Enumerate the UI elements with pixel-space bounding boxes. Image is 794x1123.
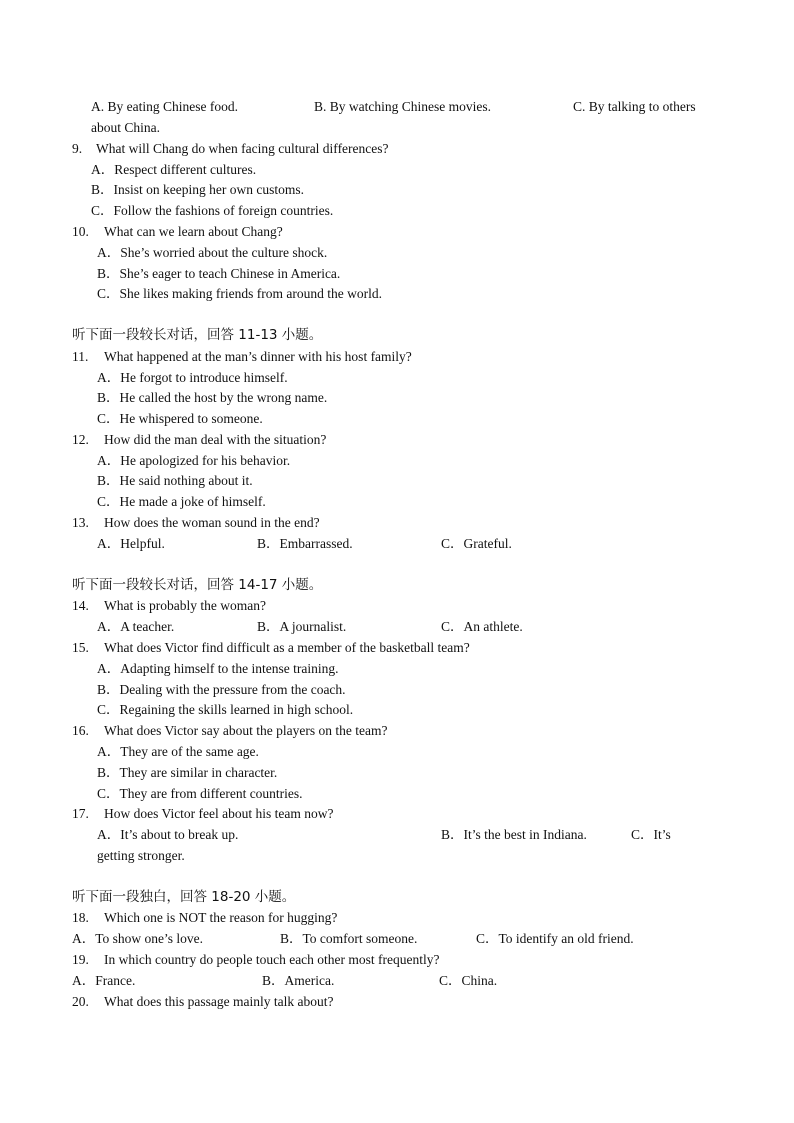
question-text: In which country do people touch each other most frequently? (104, 952, 440, 967)
question-text: What is probably the woman? (104, 598, 266, 613)
section-header-18-20: 听下面一段独白，回答 18-20 小题。 (72, 889, 296, 905)
q11-option-b: B．He called the host by the wrong name. (97, 390, 328, 405)
question-text: What does this passage mainly talk about? (104, 994, 334, 1009)
question-number: 13. (72, 515, 89, 530)
question-number: 20. (72, 994, 89, 1009)
q8-option-b: B. By watching Chinese movies. (314, 99, 491, 114)
question-12 (72, 431, 326, 449)
question-17 (72, 805, 334, 823)
section-header-11-13: 听下面一段较长对话，回答 11-13 小题。 (72, 327, 323, 343)
question-number: 11. (72, 349, 89, 364)
q19-option-a: A．France. (72, 973, 136, 988)
question-number: 18. (72, 910, 89, 925)
question-text: How does the woman sound in the end? (104, 515, 320, 530)
q15-option-b: B．Dealing with the pressure from the coach. (97, 682, 346, 697)
q8-option-a: A. By eating Chinese food. (91, 99, 238, 114)
q12-option-c: C．He made a joke of himself. (97, 494, 266, 509)
question-11 (72, 348, 412, 366)
q14-option-b: B．A journalist. (257, 619, 347, 634)
question-text: What can we learn about Chang? (104, 224, 283, 239)
q11-option-a: A．He forgot to introduce himself. (97, 370, 288, 385)
q8-option-c: C. By talking to others (573, 99, 696, 114)
q18-option-c: C．To identify an old friend. (476, 931, 634, 946)
q10-option-a: A．She’s worried about the culture shock. (97, 245, 328, 260)
q13-option-c: C．Grateful. (441, 536, 512, 551)
q18-option-b: B．To comfort someone. (280, 931, 418, 946)
question-18 (72, 909, 337, 927)
question-number: 17. (72, 806, 89, 821)
question-text: Which one is NOT the reason for hugging? (104, 910, 338, 925)
question-20 (72, 993, 333, 1011)
question-number: 14. (72, 598, 89, 613)
section-header-14-17: 听下面一段较长对话，回答 14-17 小题。 (72, 577, 323, 593)
question-14 (72, 597, 266, 615)
q17-option-a: A．It’s about to break up. (97, 827, 239, 842)
question-10 (72, 223, 283, 241)
question-text: How does Victor feel about his team now? (104, 806, 334, 821)
q17-option-c: C．It’s (631, 827, 671, 842)
question-15 (72, 639, 470, 657)
question-number: 19. (72, 952, 89, 967)
question-text: What does Victor say about the players on the team? (104, 723, 388, 738)
question-13 (72, 514, 320, 532)
q16-option-a: A．They are of the same age. (97, 744, 259, 759)
q19-option-b: B．America. (262, 973, 335, 988)
question-number: 15. (72, 640, 89, 655)
q16-option-b: B．They are similar in character. (97, 765, 278, 780)
question-text: What happened at the man’s dinner with his host family? (104, 349, 412, 364)
question-9 (72, 140, 389, 158)
q14-option-a: A．A teacher. (97, 619, 175, 634)
q13-option-b: B．Embarrassed. (257, 536, 353, 551)
q9-option-a: A．Respect different cultures. (91, 162, 257, 177)
question-19 (72, 951, 440, 969)
question-number: 9. (72, 141, 83, 156)
question-16 (72, 722, 387, 740)
q9-option-b: B．Insist on keeping her own customs. (91, 182, 304, 197)
question-text: How did the man deal with the situation? (104, 432, 327, 447)
question-number: 10. (72, 224, 89, 239)
q17-option-b: B．It’s the best in Indiana. (441, 827, 587, 842)
q15-option-a: A．Adapting himself to the intense training. (97, 661, 339, 676)
q18-option-a: A．To show one’s love. (72, 931, 204, 946)
q13-option-a: A．Helpful. (97, 536, 165, 551)
q9-option-c: C．Follow the fashions of foreign countries. (91, 203, 334, 218)
q8-option-c-continued: about China. (91, 120, 160, 135)
question-number: 12. (72, 432, 89, 447)
q16-option-c: C．They are from different countries. (97, 786, 303, 801)
q17-option-c-continued: getting stronger. (97, 848, 185, 863)
q19-option-c: C．China. (439, 973, 498, 988)
q14-option-c: C．An athlete. (441, 619, 523, 634)
question-number: 16. (72, 723, 89, 738)
question-text: What does Victor find difficult as a member of the basketball team? (104, 640, 470, 655)
q15-option-c: C．Regaining the skills learned in high school. (97, 702, 354, 717)
q12-option-b: B．He said nothing about it. (97, 473, 253, 488)
q10-option-c: C．She likes making friends from around the world. (97, 286, 382, 301)
q11-option-c: C．He whispered to someone. (97, 411, 263, 426)
q10-option-b: B．She’s eager to teach Chinese in America. (97, 266, 341, 281)
question-text: What will Chang do when facing cultural differences? (96, 141, 389, 156)
q12-option-a: A．He apologized for his behavior. (97, 453, 291, 468)
